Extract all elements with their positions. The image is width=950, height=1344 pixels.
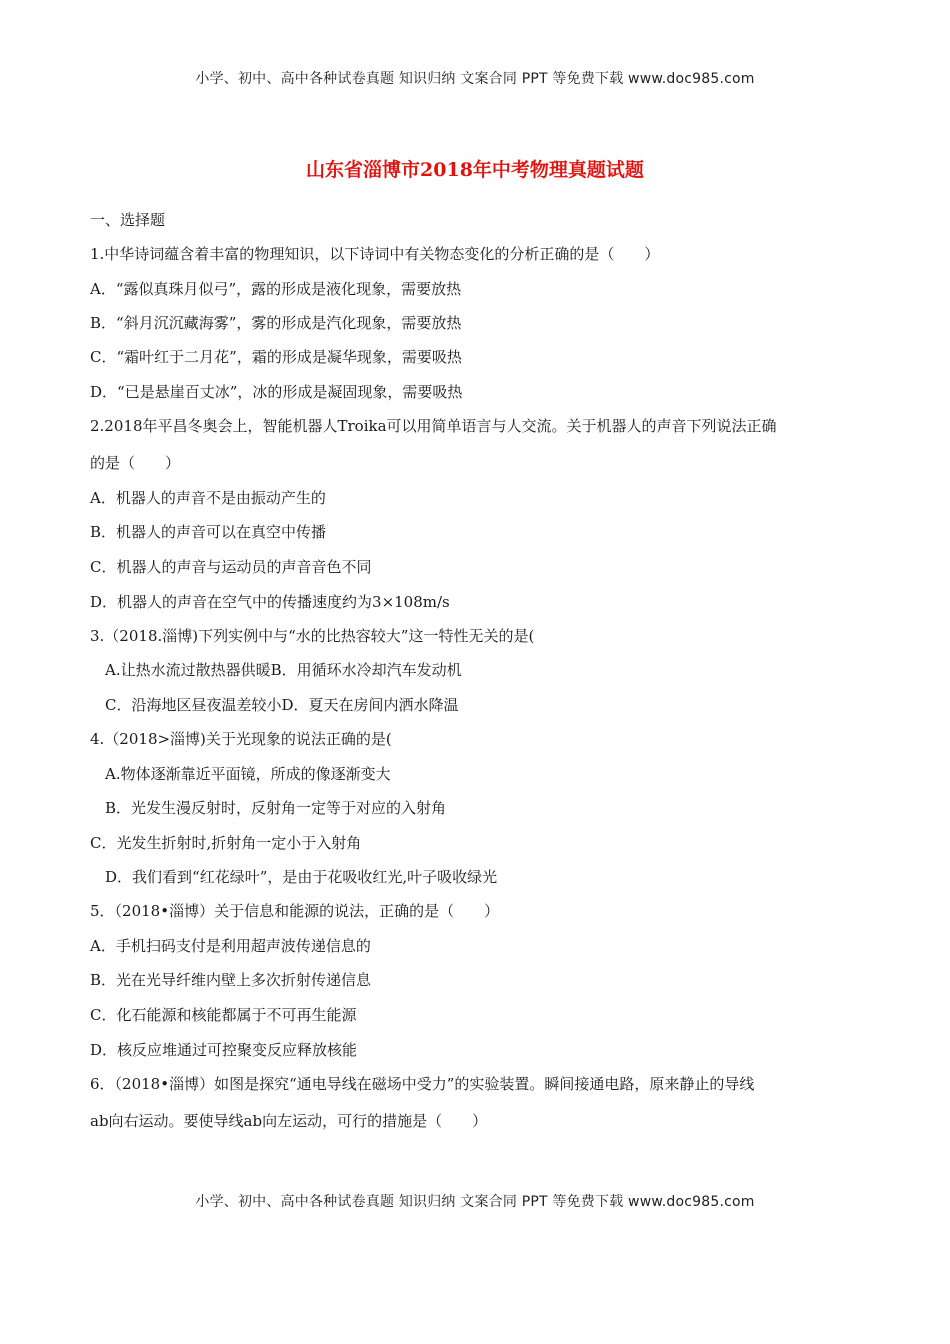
question-4-option-c: C．光发生折射时,折射角一定小于入射角 xyxy=(90,834,362,852)
question-5-option-a: A．手机扫码支付是利用超声波传递信息的 xyxy=(90,937,371,955)
question-5-stem: 5．（2018•淄博）关于信息和能源的说法，正确的是（ ） xyxy=(90,902,500,920)
question-2-stem-line-1: 2.2018年平昌冬奥会上，智能机器人Troika可以用简单语言与人交流。关于机器人的声音下列说法正确 xyxy=(90,417,777,435)
question-6-stem-line-1: 6．（2018•淄博）如图是探究“通电导线在磁场中受力”的实验装置。瞬间接通电路，原来静止的导线 xyxy=(90,1075,755,1093)
page-footer: 小学、初中、高中各种试卷真题 知识归纳 文案合同 PPT 等免费下载 www.doc985.com xyxy=(195,1194,755,1210)
question-3-stem: 3.（2018.淄博)下列实例中与“水的比热容较大”这一特性无关的是( xyxy=(90,627,535,645)
question-5-option-c: C．化石能源和核能都属于不可再生能源 xyxy=(90,1006,357,1024)
question-1-option-a: A．“露似真珠月似弓”，露的形成是液化现象，需要放热 xyxy=(90,280,462,298)
question-4-option-b: B．光发生漫反射时，反射角一定等于对应的入射角 xyxy=(105,799,447,817)
page-header: 小学、初中、高中各种试卷真题 知识归纳 文案合同 PPT 等免费下载 www.doc985.com xyxy=(195,71,755,87)
question-4-option-a: A.物体逐渐靠近平面镜，所成的像逐渐变大 xyxy=(105,765,391,783)
question-1-option-c: C．“霜叶红于二月花”，霜的形成是凝华现象，需要吸热 xyxy=(90,348,462,366)
question-4-option-d: D．我们看到“红花绿叶”，是由于花吸收红光,叶子吸收绿光 xyxy=(105,868,498,886)
question-5-option-b: B．光在光导纤维内壁上多次折射传递信息 xyxy=(90,971,372,989)
document-title: 山东省淄博市2018年中考物理真题试题 xyxy=(306,159,644,181)
question-3-options-ab: A.让热水流过散热器供暖B．用循环水冷却汽车发动机 xyxy=(105,661,462,679)
question-6-stem-line-2: ab向右运动。要使导线ab向左运动，可行的措施是（ ） xyxy=(90,1112,488,1130)
question-1-option-d: D．“已是悬崖百丈冰”，冰的形成是凝固现象，需要吸热 xyxy=(90,383,463,401)
question-1-stem: 1.中华诗词蕴含着丰富的物理知识，以下诗词中有关物态变化的分析正确的是（ ） xyxy=(90,245,660,263)
question-3-options-cd: C．沿海地区昼夜温差较小D．夏天在房间内洒水降温 xyxy=(105,696,459,714)
question-2-option-b: B．机器人的声音可以在真空中传播 xyxy=(90,523,327,541)
question-1-option-b: B．“斜月沉沉藏海雾”，雾的形成是汽化现象，需要放热 xyxy=(90,314,462,332)
question-4-stem: 4.（2018>淄博)关于光现象的说法正确的是( xyxy=(90,730,392,748)
question-2-option-c: C．机器人的声音与运动员的声音音色不同 xyxy=(90,558,372,576)
question-5-option-d: D．核反应堆通过可控聚变反应释放核能 xyxy=(90,1041,358,1059)
question-2-option-d: D．机器人的声音在空气中的传播速度约为3×108m/s xyxy=(90,593,450,611)
section-heading: 一、选择题 xyxy=(90,211,166,229)
question-2-option-a: A．机器人的声音不是由振动产生的 xyxy=(90,489,326,507)
question-2-stem-line-2: 的是（ ） xyxy=(90,454,181,472)
